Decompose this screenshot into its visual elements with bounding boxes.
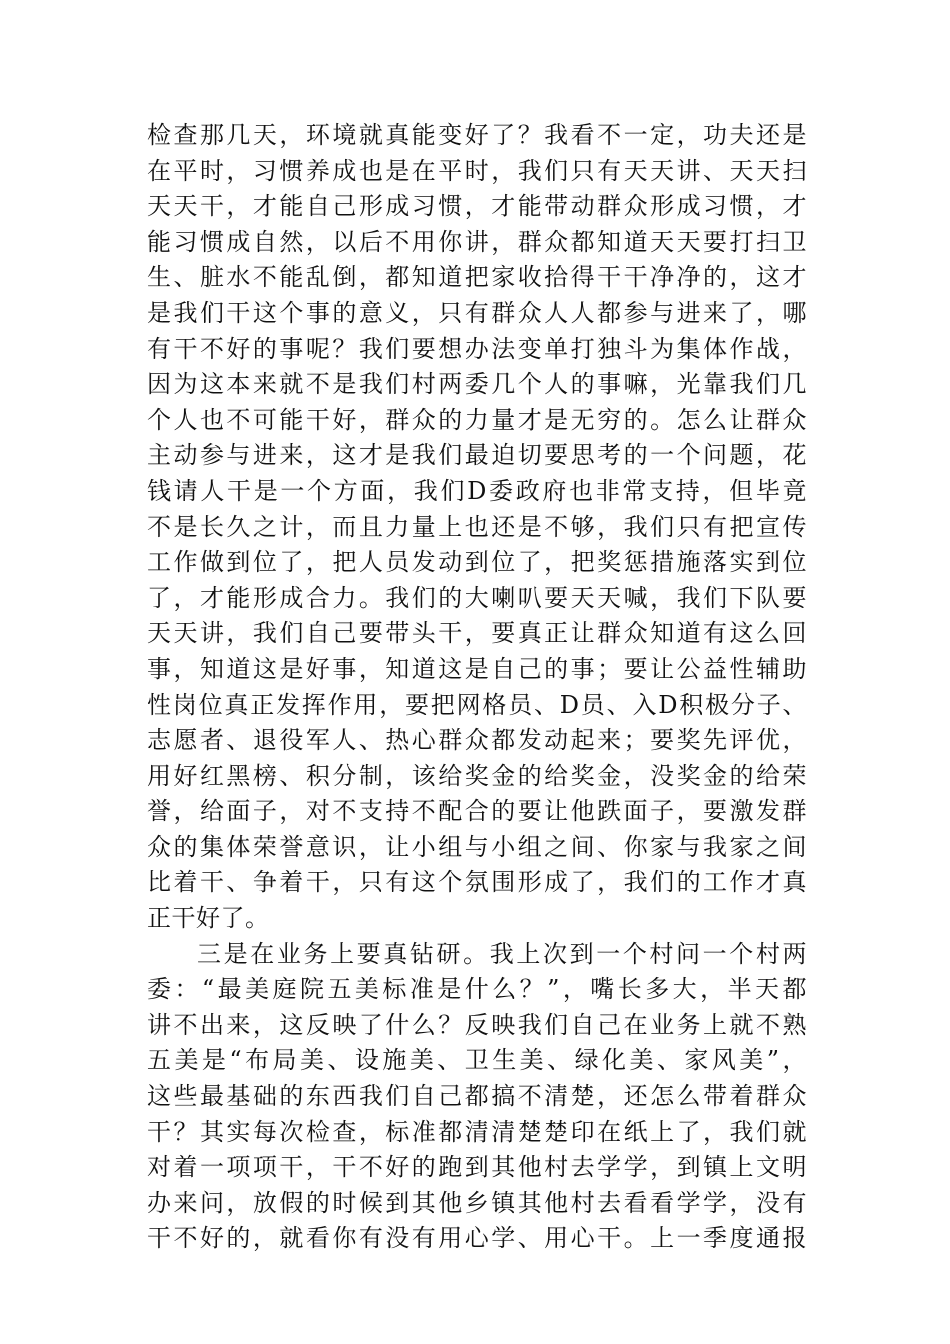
text-line: 能习惯成自然，以后不用你讲，群众都知道天天要打扫卫 <box>147 227 807 256</box>
text-line: 委：“最美庭院五美标准是什么？”，嘴长多大，半天都 <box>147 975 807 1004</box>
text-line: 检查那几天，环境就真能变好了？我看不一定，功夫还是 <box>147 121 807 149</box>
text-line: 正干好了。 <box>147 904 270 933</box>
text-line: 这些最基础的东西我们自己都搞不清楚，还怎么带着群众 <box>147 1082 807 1111</box>
text-line: 众的集体荣誉意识，让小组与小组之间、你家与我家之间 <box>147 832 807 861</box>
paragraph-start-line: 三是在业务上要真钻研。我上次到一个村问一个村两 <box>197 939 807 968</box>
text-line: 是我们干这个事的意义，只有群众人人都参与进来了，哪 <box>147 298 807 327</box>
text-line: 因为这本来就不是我们村两委几个人的事嘛，光靠我们几 <box>147 370 807 399</box>
text-line: 不是长久之计，而且力量上也还是不够，我们只有把宣传 <box>147 512 807 541</box>
text-line: 工作做到位了，把人员发动到位了，把奖惩措施落实到位 <box>147 548 807 577</box>
text-line: 钱请人干是一个方面，我们D委政府也非常支持，但毕竟 <box>147 476 807 505</box>
text-line: 对着一项项干，干不好的跑到其他村去学学，到镇上文明 <box>147 1153 807 1182</box>
text-line: 在平时，习惯养成也是在平时，我们只有天天讲、天天扫 <box>147 156 807 185</box>
text-line: 用好红黑榜、积分制，该给奖金的给奖金，没奖金的给荣 <box>147 761 807 790</box>
text-line: 个人也不可能干好，群众的力量才是无穷的。怎么让群众 <box>147 405 807 434</box>
text-line: 天天讲，我们自己要带头干，要真正让群众知道有这么回 <box>147 619 807 648</box>
text-line: 生、脏水不能乱倒，都知道把家收拾得干干净净的，这才 <box>147 263 807 292</box>
text-line: 主动参与进来，这才是我们最迫切要思考的一个问题，花 <box>147 441 807 470</box>
body-text <box>147 118 807 1257</box>
text-line: 办来问，放假的时候到其他乡镇其他村去看看学学，没有 <box>147 1188 807 1217</box>
text-line: 干？其实每次检查，标准都清清楚楚印在纸上了，我们就 <box>147 1117 807 1146</box>
text-line: 有干不好的事呢？我们要想办法变单打独斗为集体作战， <box>147 334 807 363</box>
text-line: 了，才能形成合力。我们的大喇叭要天天喊，我们下队要 <box>147 583 807 612</box>
text-line: 性岗位真正发挥作用，要把网格员、D员、入D积极分子、 <box>147 690 807 719</box>
text-line: 天天干，才能自己形成习惯，才能带动群众形成习惯，才 <box>147 192 807 221</box>
text-line: 比着干、争着干，只有这个氛围形成了，我们的工作才真 <box>147 868 807 897</box>
text-line: 五美是“布局美、设施美、卫生美、绿化美、家风美”， <box>147 1046 807 1075</box>
text-line: 事，知道这是好事，知道这是自己的事；要让公益性辅助 <box>147 654 807 683</box>
text-line: 干不好的，就看你有没有用心学、用心干。上一季度通报 <box>147 1224 807 1253</box>
text-line: 讲不出来，这反映了什么？反映我们自己在业务上就不熟 <box>147 1010 807 1039</box>
text-line: 誉，给面子，对不支持不配合的要让他跌面子，要激发群 <box>147 797 807 826</box>
text-line: 志愿者、退役军人、热心群众都发动起来；要奖先评优， <box>147 726 807 755</box>
